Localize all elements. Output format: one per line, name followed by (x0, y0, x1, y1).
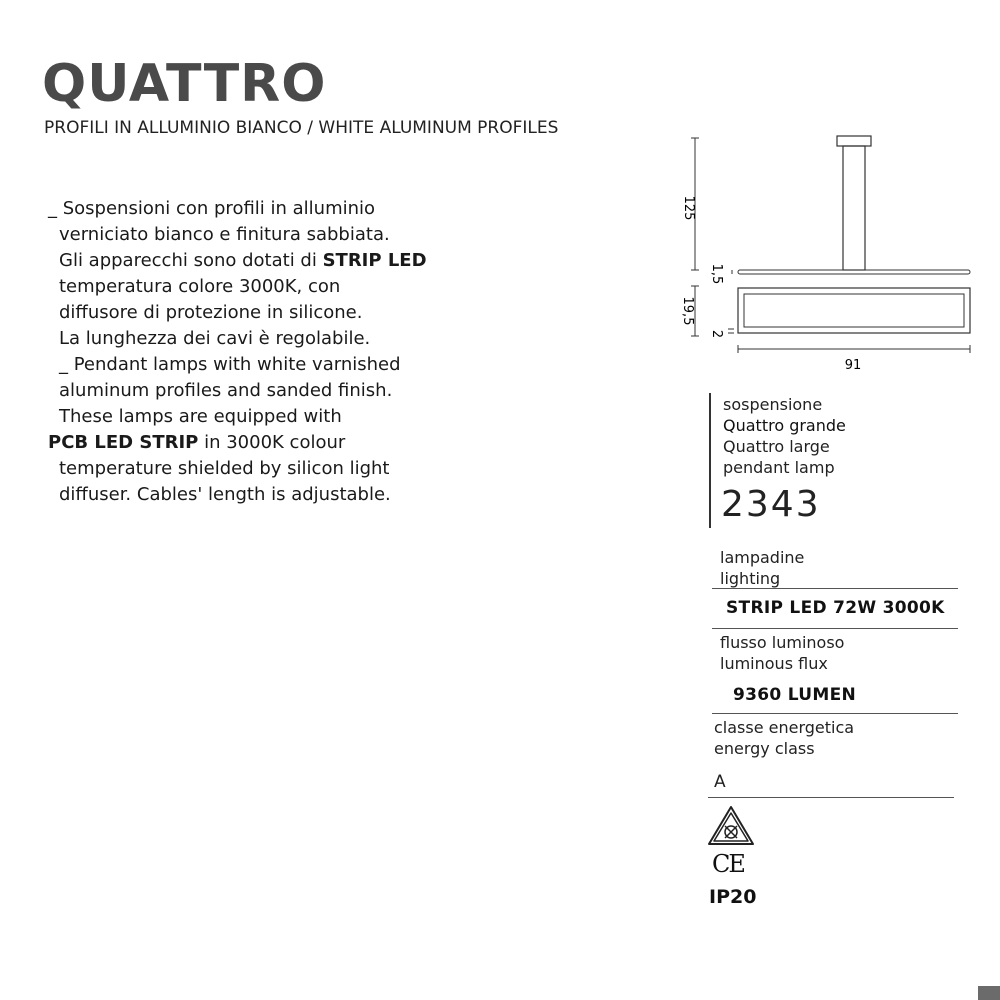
description-it-line: La lunghezza dei cavi è regolabile. (59, 328, 371, 349)
product-type-en: pendant lamp (723, 458, 835, 477)
lighting-label-en: lighting (720, 569, 781, 588)
ce-mark-icon: CE (712, 850, 744, 878)
lighting-value: STRIP LED 72W 3000K (726, 598, 945, 618)
lighting-label-it: lampadine (720, 548, 805, 567)
description-it-line: temperatura colore 3000K, con (59, 276, 341, 297)
description-bold-text: STRIP LED (322, 250, 427, 271)
description-it-line (48, 248, 488, 274)
divider (712, 713, 958, 714)
description-en-line: temperature shielded by silicon light (59, 458, 390, 479)
top-bar (738, 270, 970, 274)
dim-height-label: 125 (681, 195, 696, 221)
dim-bottom-label: 2 (709, 329, 724, 339)
description-en-line (48, 430, 488, 456)
lamp-diffuser (744, 294, 964, 327)
product-description (48, 196, 488, 508)
divider (712, 588, 958, 589)
energy-class-value: A (714, 772, 726, 792)
page-title: QUATTRO (42, 54, 327, 114)
description-it-line: verniciato bianco e finitura sabbiata. (59, 224, 390, 245)
description-en-line: aluminum profiles and sanded finish. (59, 380, 393, 401)
flux-label-en: luminous flux (720, 654, 828, 673)
dim-width-label: 91 (844, 358, 862, 373)
description-text: Gli apparecchi sono dotati di (59, 250, 323, 271)
description-en-line: These lamps are equipped with (59, 406, 342, 427)
description-it-line: _ Sospensioni con profili in alluminio (48, 198, 376, 219)
product-name-it: Quattro grande (723, 416, 846, 435)
page-subtitle: PROFILI IN ALLUMINIO BIANCO / WHITE ALUMINUM PROFILES (44, 118, 559, 138)
description-bold-text: PCB LED STRIP (48, 432, 199, 453)
description-en-line: _ Pendant lamps with white varnished (59, 354, 401, 375)
ip-rating: IP20 (709, 886, 757, 908)
no-cover-insulation-icon (706, 804, 756, 848)
lamp-frame (738, 288, 970, 333)
flux-label-it: flusso luminoso (720, 633, 845, 652)
ceiling-cap (837, 136, 871, 146)
product-code: 2343 (721, 484, 821, 525)
divider (712, 628, 958, 629)
description-en-line: diffuser. Cables' length is adjustable. (59, 484, 391, 505)
corner-marker (978, 986, 1000, 1000)
dim-profile-label: 1,5 (709, 263, 724, 285)
product-block-bar (709, 393, 711, 528)
technical-drawing (660, 128, 990, 378)
energy-label-it: classe energetica (714, 718, 855, 737)
suspension-profile (843, 146, 865, 270)
product-name-en: Quattro large (723, 437, 830, 456)
divider (708, 797, 954, 798)
energy-label-en: energy class (714, 739, 815, 758)
flux-value: 9360 LUMEN (733, 685, 857, 705)
description-it-line: diffusore di protezione in silicone. (59, 302, 363, 323)
product-type-it: sospensione (723, 395, 823, 414)
dim-body-label: 19,5 (680, 296, 695, 326)
description-text: in 3000K colour (198, 432, 346, 453)
